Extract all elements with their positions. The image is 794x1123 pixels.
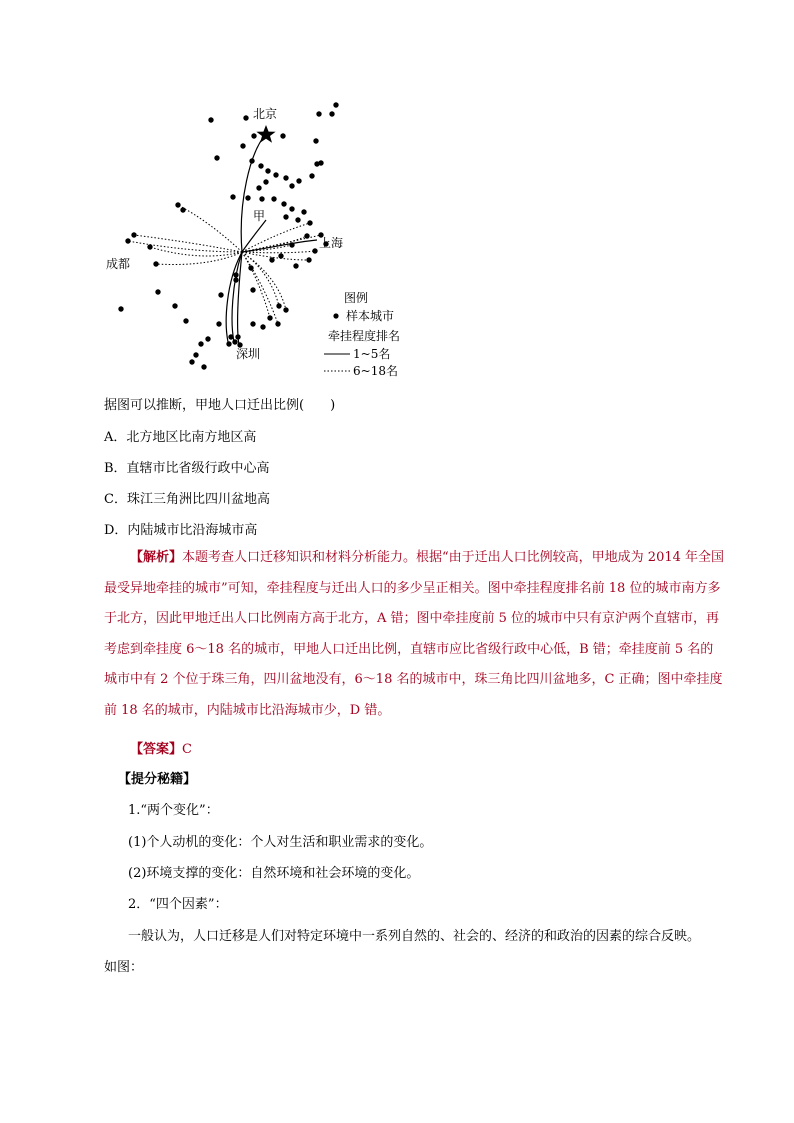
label-chengdu: 成都 [106, 257, 131, 271]
dotted-route-line [242, 252, 309, 260]
city-dot [316, 111, 321, 116]
connection-lines [128, 134, 321, 345]
label-shanghai: 上海 [319, 236, 344, 250]
city-dot [250, 287, 255, 292]
solid-route-line [241, 134, 266, 252]
analysis-label: 【解析】 [130, 550, 183, 565]
option-d: D．内陆城市比沿海城市高 [104, 523, 258, 538]
legend-dotted: 6~18名 [353, 364, 398, 378]
tips-item2-tail: 如图： [104, 960, 144, 975]
city-dot [281, 201, 286, 206]
city-dot [318, 160, 323, 165]
sample-city-dots [118, 102, 338, 369]
city-dot [243, 115, 248, 120]
city-dot [289, 183, 294, 188]
migration-map [100, 92, 430, 384]
city-dot [201, 364, 206, 369]
city-dot [258, 163, 263, 168]
city-dot [267, 315, 272, 320]
city-dot [283, 175, 288, 180]
city-dot [250, 321, 255, 326]
city-dot [216, 321, 221, 326]
city-dot [293, 263, 298, 268]
city-dot [263, 179, 268, 184]
city-dot [296, 178, 301, 183]
city-dot [245, 195, 250, 200]
dotted-route-line [242, 252, 286, 310]
city-dot [251, 133, 256, 138]
analysis-text: 本题考查人口迁移知识和材料分析能力。根据“由于迁出人口比例较高，甲地成为 2014 年全国最受异地牵挂的城市”可知，牵挂程度与迁出人口的多少呈正相关。图中牵挂程度排名前 18 位的城市南方多于北方，因此甲地迁出人口比例南方高于北方，A 错；图中牵挂度前 5 位的城市中只有京沪两个直辖市，再考虑到牵挂度 6～18 名的城市，甲地人口迁出比例，直辖市应比省级行政中心低，B 错；牵挂度前 5 名的城市中有 2 个位于珠三角，四川盆地没有，6～18 名的城市中，珠三角比四川盆地多，C 正确；图中牵挂度前 18 名的城市，内陆城市比沿海城市少，D 错。 [104, 550, 725, 718]
question-stem: 据图可以推断，甲地人口迁出比例( ) [104, 398, 336, 413]
city-dot [205, 336, 210, 341]
city-dot [118, 306, 123, 311]
city-dot [218, 292, 223, 297]
city-dot [147, 244, 152, 249]
dotted-route-line [242, 252, 270, 318]
legend-dot-icon [333, 313, 338, 318]
legend-sample-city: 样本城市 [346, 309, 395, 323]
tips-item2-text: 一般认为，人口迁移是人们对特定环境中一系列自然的、社会的、经济的和政治的因素的综合反映。 [128, 929, 701, 944]
city-dot [273, 172, 278, 177]
city-dot [301, 209, 306, 214]
tips-heading: 【提分秘籍】 [118, 772, 197, 787]
tips-item1-a: (1)个人动机的变化：个人对生活和职业需求的变化。 [128, 835, 433, 850]
city-dot [208, 117, 213, 122]
city-dot [289, 206, 294, 211]
label-shenzhen: 深圳 [236, 347, 261, 361]
city-dot [265, 168, 270, 173]
dotted-route-line [128, 241, 242, 252]
dotted-route-line [150, 247, 242, 256]
answer-value: C [182, 742, 192, 757]
city-dot [295, 217, 300, 222]
label-jia: 甲 [253, 209, 266, 223]
city-dot [230, 194, 235, 199]
city-dot [189, 359, 194, 364]
city-dot [329, 111, 334, 116]
city-dot [259, 196, 264, 201]
tips-item2-title: 2．“四个因素”： [128, 897, 228, 912]
tips-item1-b: (2)环境支撑的变化：自然环境和社会环境的变化。 [128, 866, 420, 881]
city-dot [172, 303, 177, 308]
option-c: C．珠江三角洲比四川盆地高 [104, 492, 270, 507]
legend-rank-title: 牵挂程度排名 [328, 329, 401, 343]
city-dot [155, 289, 160, 294]
city-dot [260, 324, 265, 329]
city-dot [333, 102, 338, 107]
map-legend [324, 290, 400, 378]
city-dot [256, 185, 261, 190]
city-dot [175, 202, 180, 207]
city-dot [283, 214, 288, 219]
legend-title: 图例 [344, 291, 369, 305]
analysis-paragraph [104, 543, 724, 726]
city-dot [271, 196, 276, 201]
city-dot [309, 173, 314, 178]
city-dot [183, 318, 188, 323]
city-dot [226, 341, 231, 346]
city-dot [198, 341, 203, 346]
tips-item1-title: 1.“两个变化”： [128, 803, 219, 818]
answer-line [130, 738, 192, 757]
city-dot [240, 143, 245, 148]
dotted-route-line [156, 252, 242, 265]
city-dot [269, 257, 274, 262]
city-dot [214, 155, 219, 160]
legend-solid: 1~5名 [353, 347, 391, 361]
city-dot [193, 352, 198, 357]
option-a: A．北方地区比南方地区高 [104, 430, 257, 445]
label-beijing: 北京 [253, 107, 278, 121]
dotted-route-line [178, 205, 242, 252]
answer-label: 【答案】 [130, 742, 183, 757]
solid-route-line [226, 252, 242, 342]
city-dot [313, 138, 318, 143]
dotted-route-line [242, 252, 278, 324]
beijing-star-icon [256, 125, 275, 143]
city-dot [280, 133, 285, 138]
option-b: B．直辖市比省级行政中心高 [104, 461, 270, 476]
solid-route-line [242, 220, 266, 252]
